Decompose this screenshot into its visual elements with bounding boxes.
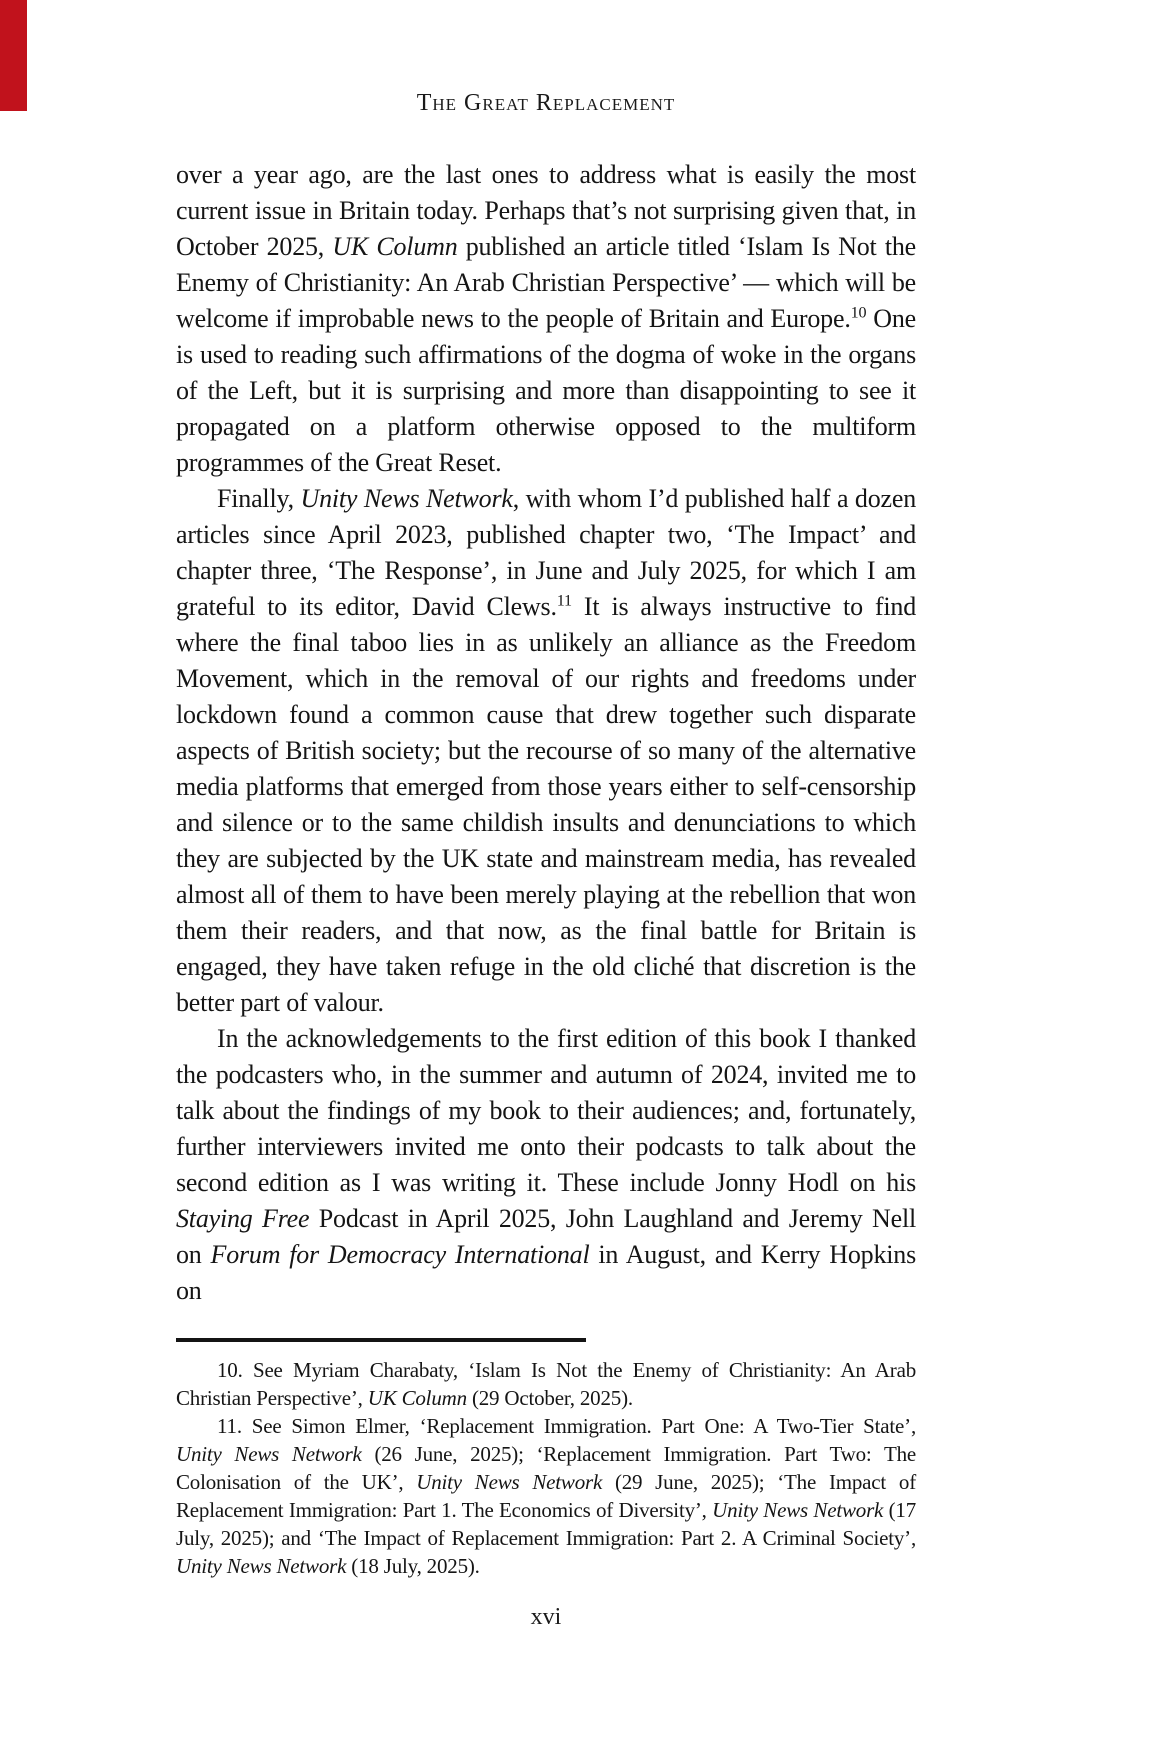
footnote-11: 11. See Simon Elmer, ‘Replacement Immigration. Part One: A Two-Tier State’, Unity News Network (26 June, 2025); ‘Replacement Immigration. Part Two: The Colonisation of the UK’, Unity News Network (29 June, 2025); ‘The Impact of Replacement Immigration: Part 1. The Economics of Diversity’, Unity News Network (17 July, 2025); and ‘The Impact of Replacement Immigration: Part 2. A Criminal Society’, Unity News Network (18 July, 2025). bbox=[176, 1414, 917, 1578]
paragraph-continued: over a year ago, are the last ones to address what is easily the most current issue in Britain today. Perhaps that’s not surprising given that, in October 2025, UK Column published an article titled ‘Islam Is Not the Enemy of Christianity: An Arab Christian Perspective’ — which will be welcome if improbable news to the people of Britain and Europe.$^{10}$ One is used to reading such affirmations of the dogma of woke in the organs of the Left, but it is surprising and more than disappointing to see it propagated on a platform otherwise opposed to the multiform programmes of the Great Reset. bbox=[176, 160, 916, 477]
footnote-10: 10. See Myriam Charabaty, ‘Islam Is Not the Enemy of Christianity: An Arab Christian Perspective’, UK Column (29 October, 2025). bbox=[176, 1358, 916, 1410]
page-number: xvi bbox=[530, 1604, 562, 1630]
footnotes-block bbox=[176, 1356, 916, 1580]
body-text-column bbox=[176, 157, 916, 1309]
footnote-separator-rule bbox=[176, 1338, 586, 1342]
paragraph-finally: Finally, Unity News Network, with whom I’d published half a dozen articles since April 2023, published chapter two, ‘The Impact’ and chapter three, ‘The Response’, in June and July 2025, for which I am grateful to its editor, David Clews.$^{11}$ It is always instructive to find where the final taboo lies in as unlikely an alliance as the Freedom Movement, which in the removal of our rights and freedoms under lockdown found a common cause that drew together such disparate aspects of British society; but the recourse of so many of the alternative media platforms that emerged from those years either to self-censorship and silence or to the same childish insults and denunciations to which they are subjected by the UK state and mainstream media, has revealed almost all of them to have been merely playing at the rebellion that won them their readers, and that now, as the final battle for Britain is engaged, they have taken refuge in the old cliché that discretion is the better part of valour. bbox=[176, 484, 916, 1017]
red-edge-marker bbox=[0, 0, 27, 111]
paragraph-acknowledgements: In the acknowledgements to the first edition of this book I thanked the podcasters who, in the summer and autumn of 2024, invited me to talk about the findings of my book to their audiences; and, fortunately, further interviewers invited me onto their podcasts to talk about the second edition as I was writing it. These include Jonny Hodl on his Staying Free Podcast in April 2025, John Laughland and Jeremy Nell on Forum for Democracy International in August, and Kerry Hopkins on bbox=[176, 1024, 916, 1305]
running-head: The Great Replacement bbox=[416, 90, 676, 116]
